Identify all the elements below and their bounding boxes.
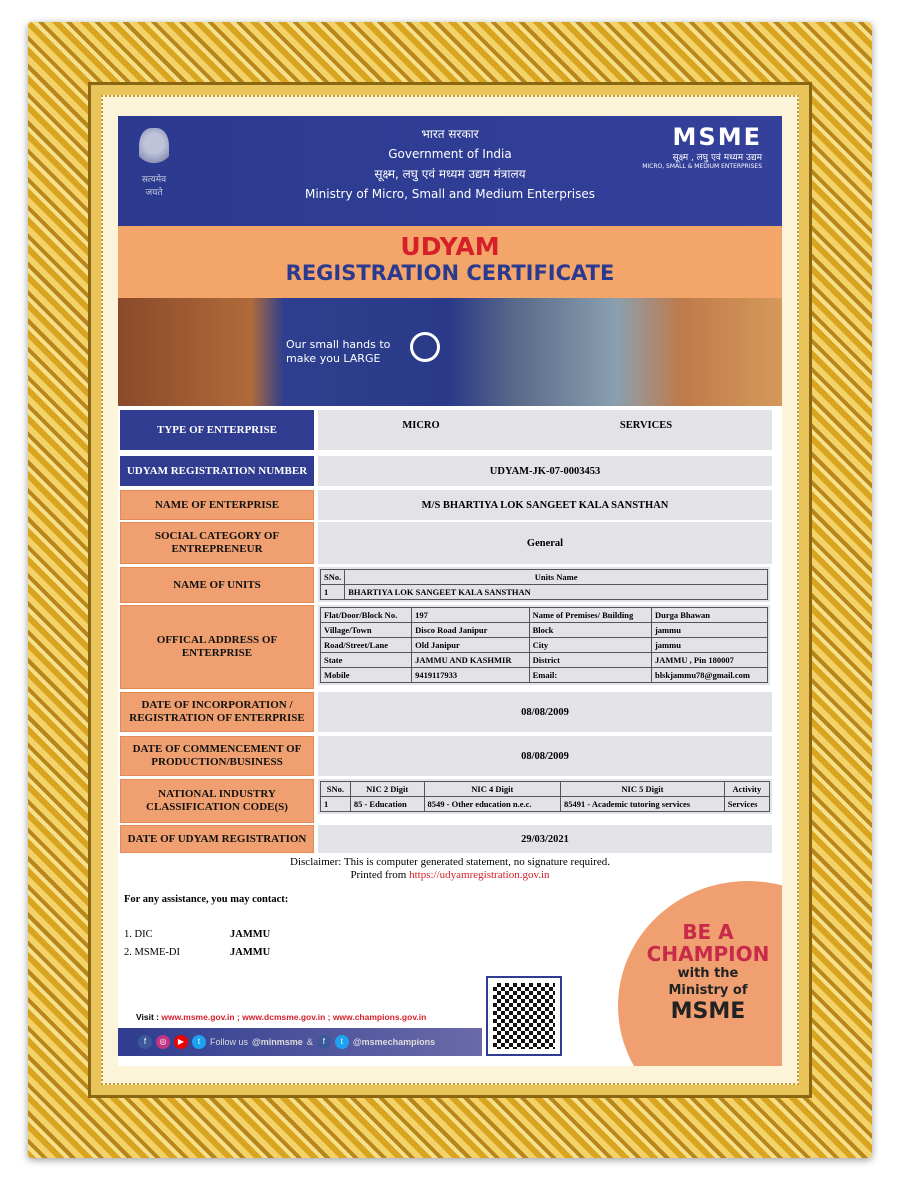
address-key: State bbox=[321, 653, 412, 668]
udyam-date-value: 29/03/2021 bbox=[318, 825, 772, 853]
instagram-icon[interactable]: ◎ bbox=[156, 1035, 170, 1049]
msme-logo-text: MSME bbox=[672, 123, 762, 151]
name-value: M/S BHARTIYA LOK SANGEET KALA SANSTHAN bbox=[318, 490, 772, 520]
youtube-icon[interactable]: ▶ bbox=[174, 1035, 188, 1049]
comm-value: 08/08/2009 bbox=[318, 736, 772, 776]
udyam-certificate bbox=[118, 116, 782, 1066]
row-incorporation bbox=[118, 692, 782, 732]
comm-label: DATE OF COMMENCEMENT OF PRODUCTION/BUSINESS bbox=[120, 736, 314, 776]
facebook-icon[interactable]: f bbox=[317, 1035, 331, 1049]
assistance-heading: For any assistance, you may contact: bbox=[124, 894, 289, 905]
units-table: SNo. Units Name 1 BHARTIYA LOK SANGEET KALA SANSTHAN bbox=[318, 567, 770, 602]
address-value: blskjammu78@gmail.com bbox=[651, 668, 767, 683]
address-key: Flat/Door/Block No. bbox=[321, 608, 412, 623]
address-key: Village/Town bbox=[321, 623, 412, 638]
address-row bbox=[321, 608, 768, 623]
address-key: Road/Street/Lane bbox=[321, 638, 412, 653]
twitter-icon[interactable]: t bbox=[192, 1035, 206, 1049]
address-label: OFFICAL ADDRESS OF ENTERPRISE bbox=[120, 605, 314, 689]
name-label: NAME OF ENTERPRISE bbox=[120, 490, 314, 520]
address-value: 197 bbox=[412, 608, 529, 623]
row-reg bbox=[118, 456, 782, 486]
social-value: General bbox=[318, 522, 772, 564]
address-value: jammu bbox=[651, 623, 767, 638]
address-key: City bbox=[529, 638, 651, 653]
type-value-services: SERVICES bbox=[520, 410, 772, 450]
msme-sub: MICRO, SMALL & MEDIUM ENTERPRISES bbox=[642, 163, 762, 170]
disclaimer: Disclaimer: This is computer generated statement, no signature required. Printed from https://udyamregistration.gov.in bbox=[290, 856, 610, 881]
follow-bar bbox=[118, 1028, 482, 1056]
address-value: 9419117933 bbox=[412, 668, 529, 683]
row-units bbox=[118, 567, 782, 603]
reg-label: UDYAM REGISTRATION NUMBER bbox=[120, 456, 314, 486]
banner-tagline: Our small hands to make you LARGE bbox=[286, 338, 391, 365]
udyam-date-label: DATE OF UDYAM REGISTRATION bbox=[120, 825, 314, 853]
address-table bbox=[318, 605, 770, 685]
row-name bbox=[118, 490, 782, 520]
champion-text: BE A CHAMPION with the Ministry of MSME bbox=[646, 920, 770, 1024]
address-key: District bbox=[529, 653, 651, 668]
address-value: Durga Bhawan bbox=[651, 608, 767, 623]
certificate-title bbox=[118, 226, 782, 298]
ministry-title: Ministry of Micro, Small and Medium Enterprises bbox=[304, 187, 596, 201]
hindi-ministry: सूक्ष्म, लघु एवं मध्यम उद्यम मंत्रालय bbox=[374, 167, 526, 181]
title-registration: REGISTRATION CERTIFICATE bbox=[285, 261, 615, 285]
row-social bbox=[118, 522, 782, 564]
address-row bbox=[321, 623, 768, 638]
banner-image bbox=[118, 298, 782, 406]
udyam-url-link[interactable]: https://udyamregistration.gov.in bbox=[409, 869, 550, 881]
amp: & bbox=[306, 1037, 313, 1047]
qr-code[interactable] bbox=[486, 976, 562, 1056]
follow-label: Follow us bbox=[210, 1037, 249, 1047]
type-label: TYPE OF ENTERPRISE bbox=[120, 410, 314, 450]
charkha-icon bbox=[410, 332, 440, 362]
hindi-gov: भारत सरकार bbox=[421, 127, 479, 141]
reg-value: UDYAM-JK-07-0003453 bbox=[318, 456, 772, 486]
address-key: Email: bbox=[529, 668, 651, 683]
units-label: NAME OF UNITS bbox=[120, 567, 314, 603]
contact-list: 1. DIC JAMMU 2. MSME-DI JAMMU bbox=[124, 929, 271, 958]
visit-links: Visit : www.msme.gov.in ; www.dcmsme.gov.in ; www.champions.gov.in bbox=[136, 1012, 427, 1022]
msme-logo bbox=[642, 124, 762, 170]
row-type bbox=[118, 410, 782, 450]
handle-minmsme[interactable]: @minmsme bbox=[252, 1037, 303, 1047]
address-key: Name of Premises/ Building bbox=[529, 608, 651, 623]
social-label: SOCIAL CATEGORY OF ENTREPRENEUR bbox=[120, 522, 314, 564]
address-value: Disco Road Janipur bbox=[412, 623, 529, 638]
emblem-motto: सत्यमेव जयते bbox=[141, 175, 167, 198]
twitter-icon[interactable]: t bbox=[335, 1035, 349, 1049]
facebook-icon[interactable]: f bbox=[138, 1035, 152, 1049]
inc-value: 08/08/2009 bbox=[318, 692, 772, 732]
gov-title: Government of India bbox=[388, 147, 512, 161]
address-row bbox=[321, 638, 768, 653]
msme-hindi: सूक्ष्म , लघु एवं मध्यम उद्यम bbox=[672, 153, 762, 163]
website-links[interactable]: www.msme.gov.in ; www.dcmsme.gov.in ; www.champions.gov.in bbox=[161, 1012, 427, 1022]
row-commencement bbox=[118, 736, 782, 776]
address-row bbox=[321, 653, 768, 668]
address-value: Old Janipur bbox=[412, 638, 529, 653]
address-value: JAMMU , Pin 180007 bbox=[651, 653, 767, 668]
header bbox=[118, 116, 782, 226]
address-value: JAMMU AND KASHMIR bbox=[412, 653, 529, 668]
type-value-micro: MICRO bbox=[318, 410, 524, 450]
address-key: Mobile bbox=[321, 668, 412, 683]
row-nic bbox=[118, 779, 782, 823]
national-emblem-icon bbox=[136, 128, 172, 198]
handle-msmechampions[interactable]: @msmechampions bbox=[352, 1037, 436, 1047]
address-row bbox=[321, 668, 768, 683]
row-address bbox=[118, 605, 782, 689]
address-value: jammu bbox=[651, 638, 767, 653]
inc-label: DATE OF INCORPORATION / REGISTRATION OF ENTERPRISE bbox=[120, 692, 314, 732]
address-key: Block bbox=[529, 623, 651, 638]
nic-table: SNo. NIC 2 Digit NIC 4 Digit NIC 5 Digit Activity 1 85 - Education 8549 - Other education n.e.c. 85491 - Academic tutoring services Services bbox=[318, 779, 772, 814]
title-udyam: UDYAM bbox=[400, 232, 500, 261]
row-udyam-date bbox=[118, 825, 782, 853]
nic-label: NATIONAL INDUSTRY CLASSIFICATION CODE(S) bbox=[120, 779, 314, 823]
